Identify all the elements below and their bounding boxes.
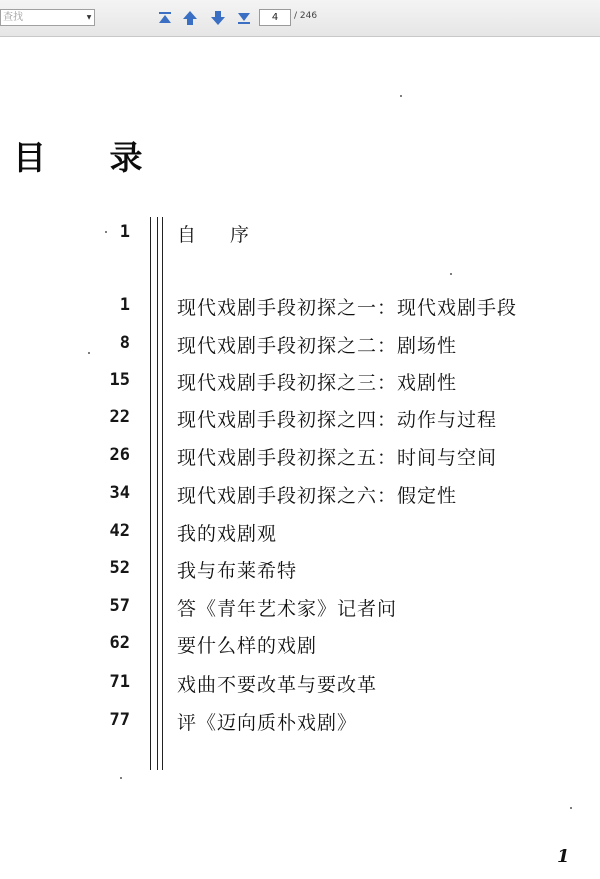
toc-row[interactable] [0, 293, 600, 321]
toc-entry-title: 现代戏剧手段初探之三：戏剧性 [177, 372, 458, 394]
first-page-button[interactable] [156, 9, 174, 27]
toc-row[interactable] [0, 670, 600, 698]
toc-entry-title: 评《迈向质朴戏剧》 [177, 712, 358, 734]
next-page-icon [209, 9, 227, 27]
toc-page-number: 77 [109, 710, 130, 730]
toc-entry-title: 现代戏剧手段初探之四：动作与过程 [177, 409, 498, 431]
toc-row[interactable] [0, 331, 600, 359]
last-page-icon [235, 9, 253, 27]
scan-speck [400, 95, 402, 97]
search-input[interactable] [1, 10, 87, 25]
toc-entry-title: 我的戏剧观 [177, 523, 278, 545]
toc-entry-title: 现代戏剧手段初探之六：假定性 [177, 485, 458, 507]
toc-page-number: 26 [109, 445, 130, 465]
toc-row[interactable] [0, 556, 600, 584]
toc-entry-title: 我与布莱希特 [177, 560, 298, 582]
page-footer-number: 1 [557, 846, 570, 867]
previous-page-icon [181, 9, 199, 27]
page-total-label: / 246 [294, 11, 318, 21]
toc-page-number: 1 [119, 222, 130, 242]
search-dropdown-arrow-icon[interactable]: ▼ [86, 14, 92, 21]
scan-speck [450, 273, 452, 275]
toc-page-number: 15 [109, 370, 130, 390]
toc-page-number: 71 [109, 672, 130, 692]
toc-page-number: 62 [109, 633, 130, 653]
toc-row[interactable] [0, 594, 600, 622]
toc-page-number: 22 [109, 407, 130, 427]
scan-speck [570, 807, 572, 809]
previous-page-button[interactable] [181, 9, 199, 27]
toc-entry-title: 戏曲不要改革与要改革 [177, 674, 378, 696]
toc-row[interactable] [0, 368, 600, 396]
toc-row[interactable] [0, 708, 600, 736]
toc-row[interactable] [0, 405, 600, 433]
first-page-icon [156, 9, 174, 27]
toc-page-number: 52 [109, 558, 130, 578]
page-number-input[interactable] [259, 9, 291, 26]
toc-row[interactable] [0, 631, 600, 659]
scan-speck [88, 352, 90, 354]
toc-entry-title: 现代戏剧手段初探之二：剧场性 [177, 335, 458, 357]
toc-entry-title: 现代戏剧手段初探之一：现代戏剧手段 [177, 297, 518, 319]
toc-entry-title: 自 序 [177, 224, 264, 246]
toc-entry-title: 要什么样的戏剧 [177, 635, 318, 657]
next-page-button[interactable] [209, 9, 227, 27]
toc-entry-title: 现代戏剧手段初探之五：时间与空间 [177, 447, 498, 469]
toc-row[interactable] [0, 220, 600, 248]
toc-page-number: 42 [109, 521, 130, 541]
toc-entry-title: 答《青年艺术家》记者问 [177, 598, 398, 620]
last-page-button[interactable] [235, 9, 253, 27]
scan-speck [120, 777, 122, 779]
page-title: 目 录 [13, 138, 169, 177]
toc-row[interactable] [0, 443, 600, 471]
toc-row[interactable] [0, 519, 600, 547]
toc-row[interactable] [0, 481, 600, 509]
toc-page-number: 8 [119, 333, 130, 353]
scan-speck [105, 231, 107, 233]
toc-page-number: 1 [119, 295, 130, 315]
toc-page-number: 34 [109, 483, 130, 503]
toc-page-number: 57 [109, 596, 130, 616]
document-page [0, 37, 600, 879]
search-box[interactable] [0, 9, 95, 26]
viewer-toolbar [0, 0, 600, 37]
